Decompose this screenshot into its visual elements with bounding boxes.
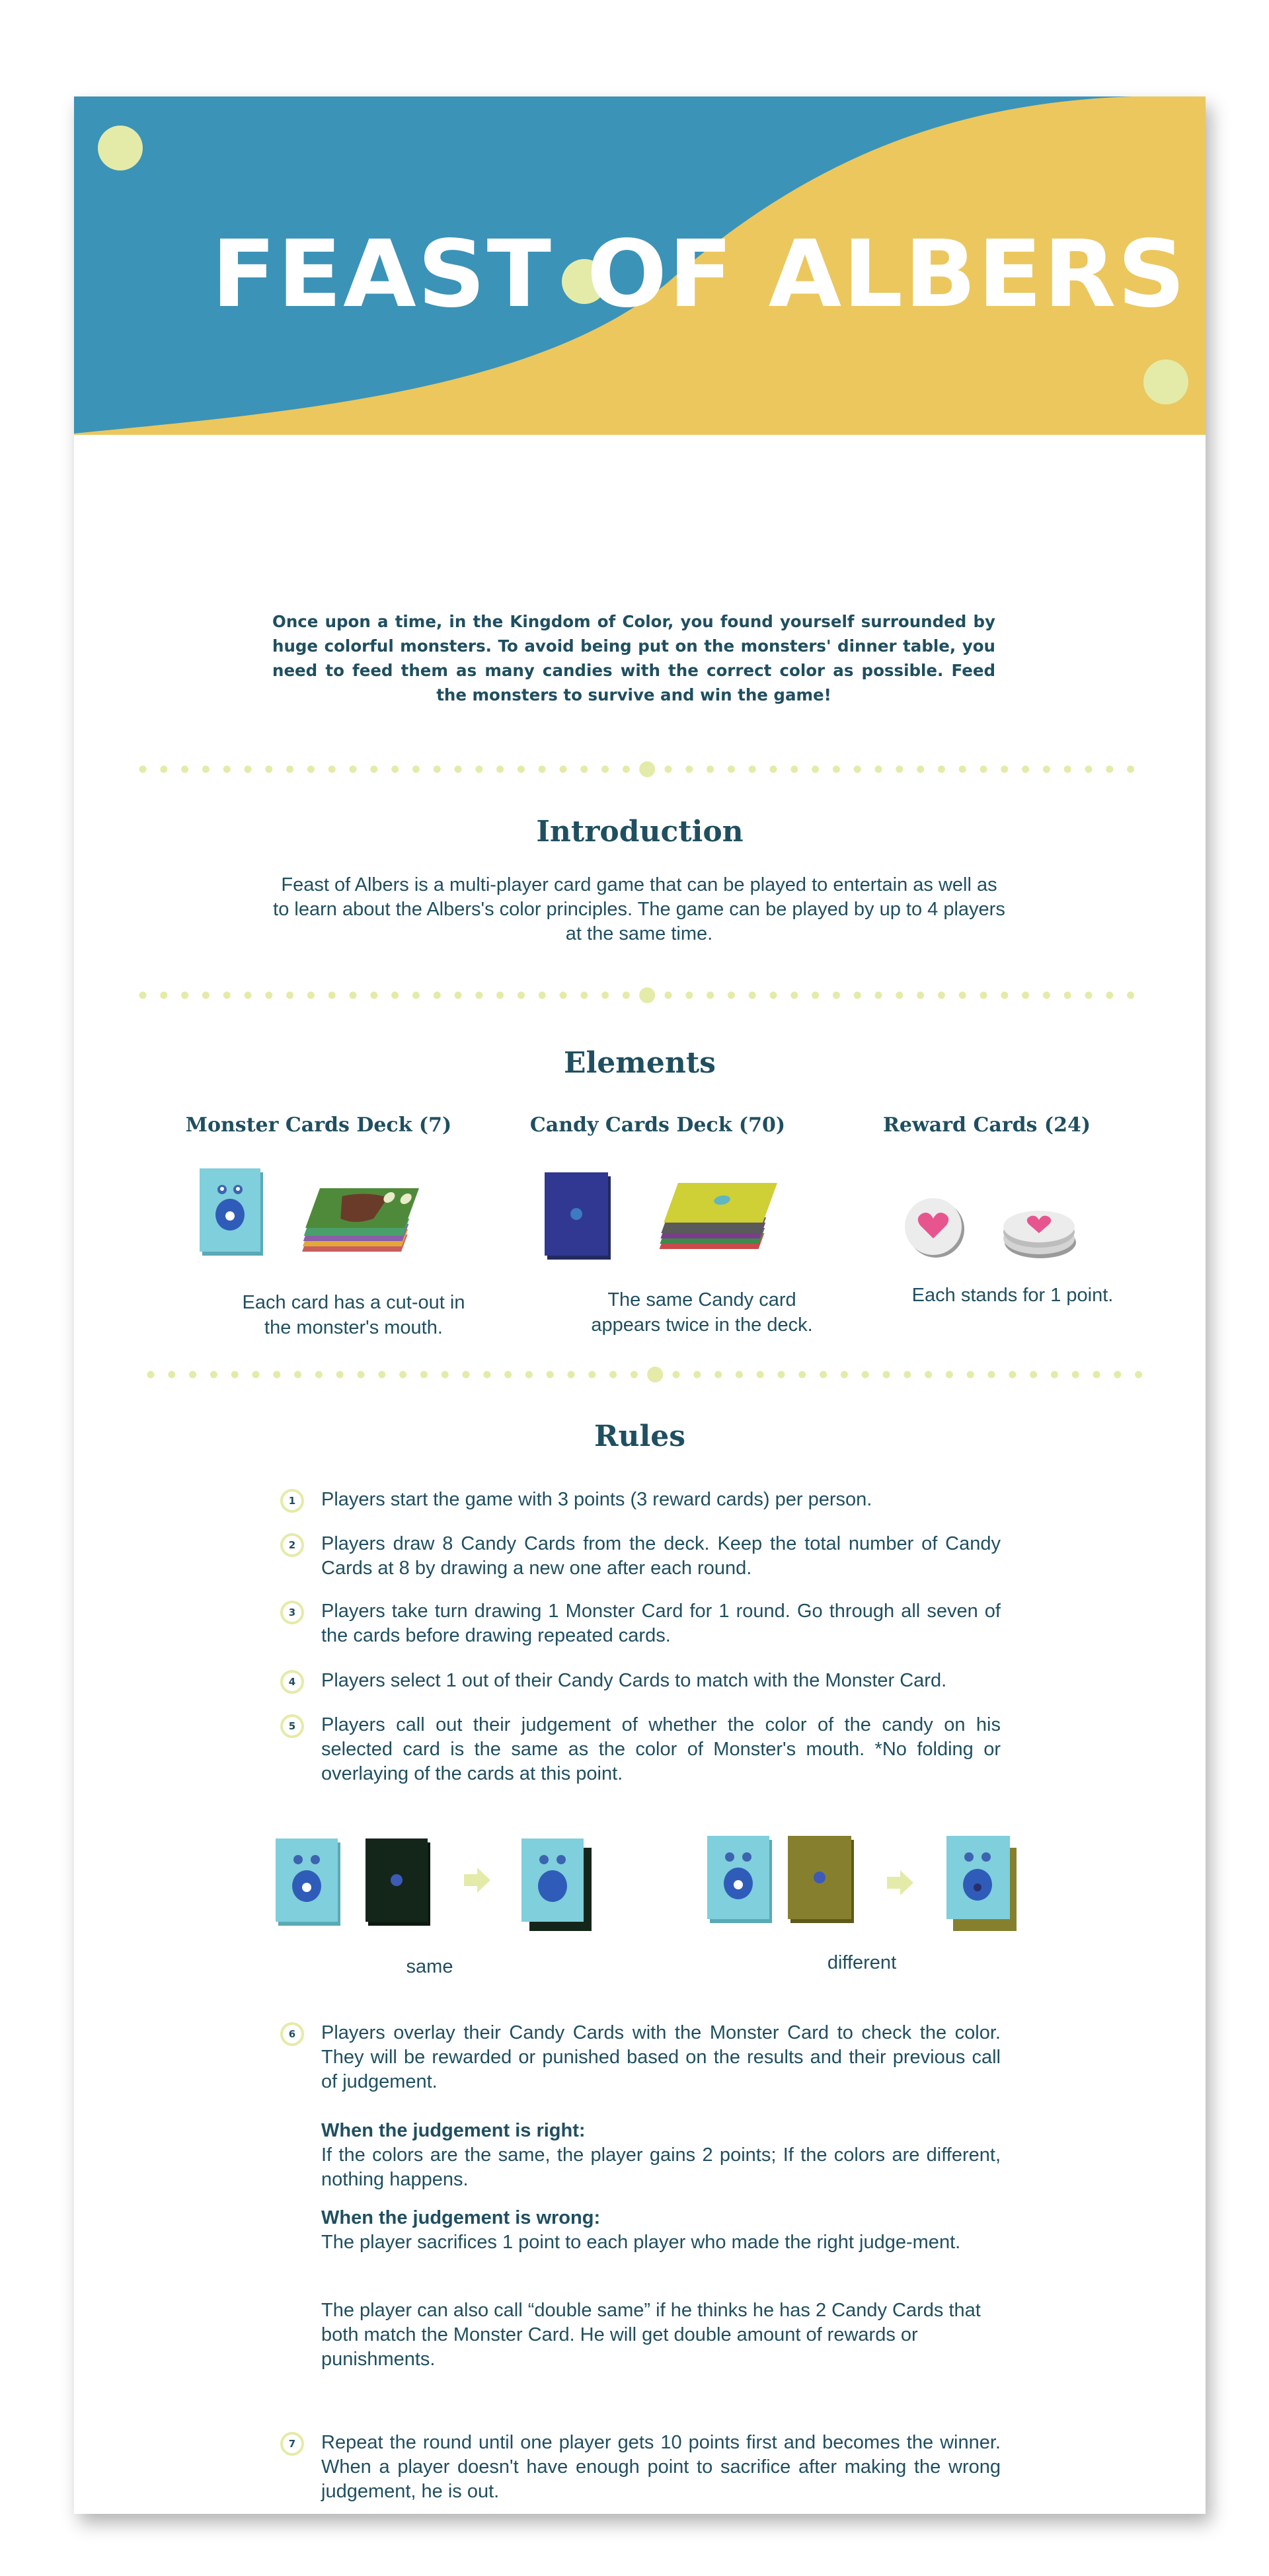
divider-dot bbox=[160, 992, 167, 999]
candy-deck-title: Candy Cards Deck (70) bbox=[529, 1114, 786, 1137]
divider-dot bbox=[202, 766, 210, 773]
double-same-text: The player can also call “double same” if he thinks he has 2 Candy Cards that both match the Monster Card. He will get double amount of rewards or punishments. bbox=[321, 2300, 981, 2370]
divider-dot bbox=[925, 1371, 932, 1379]
divider-dot bbox=[938, 766, 945, 773]
divider-dot bbox=[988, 1371, 995, 1379]
divider-dot bbox=[434, 992, 441, 999]
divider-dot bbox=[1106, 766, 1113, 773]
divider-dot bbox=[463, 1371, 470, 1379]
divider-dot bbox=[245, 992, 252, 999]
divider-dot bbox=[980, 766, 987, 773]
divider-dot bbox=[685, 992, 693, 999]
example-same-label: same bbox=[406, 1956, 453, 1977]
divider-dot bbox=[1114, 1371, 1121, 1379]
divider-center-dot bbox=[647, 1367, 663, 1383]
divider-dot bbox=[904, 1371, 911, 1379]
introduction-heading: Introduction bbox=[536, 815, 744, 849]
divider-dot bbox=[841, 1371, 848, 1379]
divider-dot bbox=[455, 766, 462, 773]
divider-dot bbox=[245, 766, 252, 773]
reward-cards-illustration bbox=[900, 1191, 1098, 1270]
divider-dot bbox=[1064, 992, 1071, 999]
divider-dot bbox=[833, 992, 840, 999]
introduction-text: Feast of Albers is a multi-player card game that can be played to entertain as well as to learn about the Albers's color principles. The game can be played by up to 4 players at the same time. bbox=[273, 874, 1005, 944]
rule-text: Players select 1 out of their Candy Cards to match with the Monster Card. bbox=[321, 1670, 947, 1691]
divider-dot bbox=[609, 1371, 617, 1379]
divider-dot bbox=[539, 992, 546, 999]
divider-dot bbox=[798, 1371, 806, 1379]
divider-dot bbox=[812, 766, 819, 773]
divider-dot bbox=[496, 766, 504, 773]
divider-dot bbox=[917, 992, 924, 999]
poster-sheet bbox=[74, 96, 1206, 2514]
divider-dot bbox=[181, 766, 188, 773]
divider-dot bbox=[1030, 1371, 1037, 1379]
divider-dot bbox=[189, 1371, 196, 1379]
rule-text: Players overlay their Candy Cards with the Monster Card to check the color. They will be rewarded or punished based on the results and their previous call of judgement. bbox=[321, 2022, 1001, 2092]
divider-dot bbox=[475, 766, 482, 773]
divider-dot bbox=[770, 992, 777, 999]
divider-dot bbox=[875, 766, 882, 773]
page-title: FEAST OF ALBERS bbox=[212, 221, 1187, 328]
rule-number: 1 bbox=[280, 1489, 304, 1513]
divider-dot bbox=[1043, 766, 1050, 773]
divider-dot bbox=[547, 1371, 554, 1379]
divider-dot bbox=[168, 1371, 175, 1379]
reward-cards-title: Reward Cards (24) bbox=[882, 1114, 1091, 1137]
divider-dot bbox=[1001, 992, 1008, 999]
example-different-label: different bbox=[827, 1952, 897, 1973]
divider-dot bbox=[1135, 1371, 1142, 1379]
elements-heading: Elements bbox=[564, 1046, 716, 1080]
divider-dot bbox=[749, 766, 756, 773]
monster-deck-illustration bbox=[200, 1168, 438, 1268]
rule-text: Repeat the round until one player gets 10 points first and becomes the winner. When a player doesn't have enough point to sacrifice after making the wrong judgement, he is out. bbox=[321, 2432, 1001, 2502]
divider-dot bbox=[1093, 1371, 1100, 1379]
divider-dot bbox=[980, 992, 987, 999]
divider-dot bbox=[434, 766, 441, 773]
decor-circle bbox=[98, 126, 143, 170]
divider-dot bbox=[328, 766, 336, 773]
title-banner bbox=[74, 96, 1206, 435]
rule-number: 4 bbox=[280, 1670, 304, 1694]
divider-dot bbox=[854, 992, 861, 999]
divider-dot bbox=[1064, 766, 1071, 773]
divider-dot bbox=[1051, 1371, 1058, 1379]
divider-dot bbox=[252, 1371, 260, 1379]
divider-dot bbox=[601, 766, 609, 773]
divider-dot bbox=[399, 1371, 406, 1379]
decor-circle bbox=[1143, 360, 1188, 404]
rule-number: 6 bbox=[280, 2022, 304, 2046]
divider-dot bbox=[790, 766, 798, 773]
divider-dot bbox=[328, 992, 336, 999]
rule-number: 5 bbox=[280, 1714, 304, 1738]
dotted-divider bbox=[143, 1367, 1154, 1383]
rule-number: 2 bbox=[280, 1533, 304, 1557]
divider-dot bbox=[518, 992, 525, 999]
divider-dot bbox=[378, 1371, 385, 1379]
divider-dot bbox=[896, 992, 903, 999]
divider-dot bbox=[673, 1371, 680, 1379]
divider-dot bbox=[1085, 766, 1093, 773]
divider-dot bbox=[875, 992, 882, 999]
divider-dot bbox=[231, 1371, 239, 1379]
divider-dot bbox=[623, 992, 630, 999]
divider-dot bbox=[391, 992, 399, 999]
divider-dot bbox=[665, 766, 672, 773]
divider-dot bbox=[273, 1371, 280, 1379]
rule-text: Players draw 8 Candy Cards from the deck. Keep the total number of Candy Cards at 8 by drawing a new one after each round. bbox=[321, 1533, 1001, 1579]
divider-dot bbox=[1106, 992, 1113, 999]
divider-dot bbox=[1001, 766, 1008, 773]
divider-dot bbox=[139, 992, 147, 999]
divider-dot bbox=[370, 992, 377, 999]
divider-dot bbox=[601, 992, 609, 999]
divider-dot bbox=[854, 766, 861, 773]
divider-dot bbox=[294, 1371, 301, 1379]
judgement-right-heading: When the judgement is right: bbox=[321, 2120, 586, 2141]
divider-dot bbox=[665, 992, 672, 999]
divider-dot bbox=[568, 1371, 575, 1379]
candy-deck-desc: The same Candy card appears twice in the deck. bbox=[591, 1289, 813, 1336]
divider-dot bbox=[265, 766, 272, 773]
divider-dot bbox=[202, 992, 210, 999]
divider-dot bbox=[1127, 766, 1134, 773]
reward-cards-desc: Each stands for 1 point. bbox=[911, 1285, 1114, 1306]
divider-dot bbox=[1072, 1371, 1079, 1379]
divider-dot bbox=[685, 766, 693, 773]
divider-dot bbox=[728, 766, 735, 773]
divider-dot bbox=[1085, 992, 1093, 999]
divider-dot bbox=[286, 992, 293, 999]
divider-dot bbox=[139, 766, 147, 773]
divider-dot bbox=[790, 992, 798, 999]
monster-deck-title: Monster Cards Deck (7) bbox=[185, 1114, 452, 1137]
divider-dot bbox=[757, 1371, 764, 1379]
rule-text: Players take turn drawing 1 Monster Card for 1 round. Go through all seven of the cards before drawing repeated cards. bbox=[321, 1601, 1001, 1646]
divider-dot bbox=[707, 992, 714, 999]
divider-dot bbox=[539, 766, 546, 773]
divider-dot bbox=[728, 992, 735, 999]
divider-dot bbox=[420, 1371, 428, 1379]
divider-dot bbox=[896, 766, 903, 773]
divider-dot bbox=[938, 992, 945, 999]
divider-dot bbox=[560, 766, 567, 773]
divider-dot bbox=[370, 766, 377, 773]
divider-dot bbox=[475, 992, 482, 999]
divider-dot bbox=[778, 1371, 785, 1379]
divider-dot bbox=[560, 992, 567, 999]
judgement-wrong-heading: When the judgement is wrong: bbox=[321, 2207, 601, 2228]
divider-dot bbox=[412, 766, 420, 773]
rule-number: 7 bbox=[280, 2432, 304, 2456]
divider-dot bbox=[967, 1371, 974, 1379]
divider-dot bbox=[181, 992, 188, 999]
divider-dot bbox=[358, 1371, 365, 1379]
divider-dot bbox=[504, 1371, 512, 1379]
divider-dot bbox=[1127, 992, 1134, 999]
divider-center-dot bbox=[639, 761, 655, 777]
divider-dot bbox=[1022, 992, 1029, 999]
example-different-illustration bbox=[707, 1836, 1077, 1942]
divider-dot bbox=[455, 992, 462, 999]
divider-dot bbox=[580, 992, 588, 999]
divider-dot bbox=[442, 1371, 449, 1379]
divider-dot bbox=[307, 766, 315, 773]
divider-center-dot bbox=[639, 987, 655, 1003]
dotted-divider bbox=[135, 761, 1146, 777]
rule-number: 3 bbox=[280, 1601, 304, 1624]
divider-dot bbox=[1009, 1371, 1016, 1379]
rules-heading: Rules bbox=[594, 1420, 686, 1453]
divider-dot bbox=[833, 766, 840, 773]
arrow-right-icon bbox=[464, 1868, 490, 1893]
divider-dot bbox=[307, 992, 315, 999]
divider-dot bbox=[707, 766, 714, 773]
divider-dot bbox=[412, 992, 420, 999]
rule-text: Players call out their judgement of whether the color of the candy on his selected card is the same as the color of Monster's mouth. *No folding or overlaying of the cards at this point. bbox=[321, 1714, 1001, 1784]
divider-dot bbox=[483, 1371, 490, 1379]
divider-dot bbox=[749, 992, 756, 999]
divider-dot bbox=[265, 992, 272, 999]
divider-dot bbox=[496, 992, 504, 999]
candy-deck-illustration bbox=[545, 1172, 783, 1271]
divider-dot bbox=[518, 766, 525, 773]
divider-dot bbox=[588, 1371, 596, 1379]
divider-dot bbox=[959, 992, 966, 999]
rule-text: Players start the game with 3 points (3 reward cards) per person. bbox=[321, 1489, 872, 1510]
divider-dot bbox=[350, 992, 357, 999]
divider-dot bbox=[714, 1371, 722, 1379]
divider-dot bbox=[147, 1371, 155, 1379]
divider-dot bbox=[223, 766, 231, 773]
divider-dot bbox=[1043, 992, 1050, 999]
divider-dot bbox=[883, 1371, 890, 1379]
divider-dot bbox=[391, 766, 399, 773]
divider-dot bbox=[525, 1371, 533, 1379]
divider-dot bbox=[623, 766, 630, 773]
divider-dot bbox=[812, 992, 819, 999]
rule-item bbox=[280, 2021, 1001, 2417]
dotted-divider bbox=[135, 987, 1146, 1003]
judgement-wrong-text: The player sacrifices 1 point to each player who made the right judge-ment. bbox=[321, 2232, 961, 2253]
divider-dot bbox=[770, 766, 777, 773]
divider-dot bbox=[1022, 766, 1029, 773]
divider-dot bbox=[223, 992, 231, 999]
story-text: Once upon a time, in the Kingdom of Color, you found yourself surrounded by huge colorful monsters. To avoid being put on the monsters' dinner table, you need to feed them as many candies with the correct color as possible. Feed the monsters to survive and win the game! bbox=[272, 612, 995, 704]
divider-dot bbox=[736, 1371, 743, 1379]
divider-dot bbox=[631, 1371, 638, 1379]
divider-dot bbox=[210, 1371, 217, 1379]
divider-dot bbox=[336, 1371, 344, 1379]
divider-dot bbox=[286, 766, 293, 773]
divider-dot bbox=[580, 766, 588, 773]
divider-dot bbox=[820, 1371, 827, 1379]
divider-dot bbox=[350, 766, 357, 773]
arrow-right-icon bbox=[887, 1870, 913, 1895]
divider-dot bbox=[315, 1371, 323, 1379]
divider-dot bbox=[946, 1371, 953, 1379]
divider-dot bbox=[160, 766, 167, 773]
divider-dot bbox=[917, 766, 924, 773]
divider-dot bbox=[862, 1371, 869, 1379]
divider-dot bbox=[693, 1371, 701, 1379]
divider-dot bbox=[959, 766, 966, 773]
example-same-illustration bbox=[276, 1838, 619, 1944]
judgement-right-text: If the colors are the same, the player gains 2 points; If the colors are different, nothing happens. bbox=[321, 2144, 1001, 2190]
monster-deck-desc: Each card has a cut-out in the monster's mouth. bbox=[242, 1292, 465, 1338]
